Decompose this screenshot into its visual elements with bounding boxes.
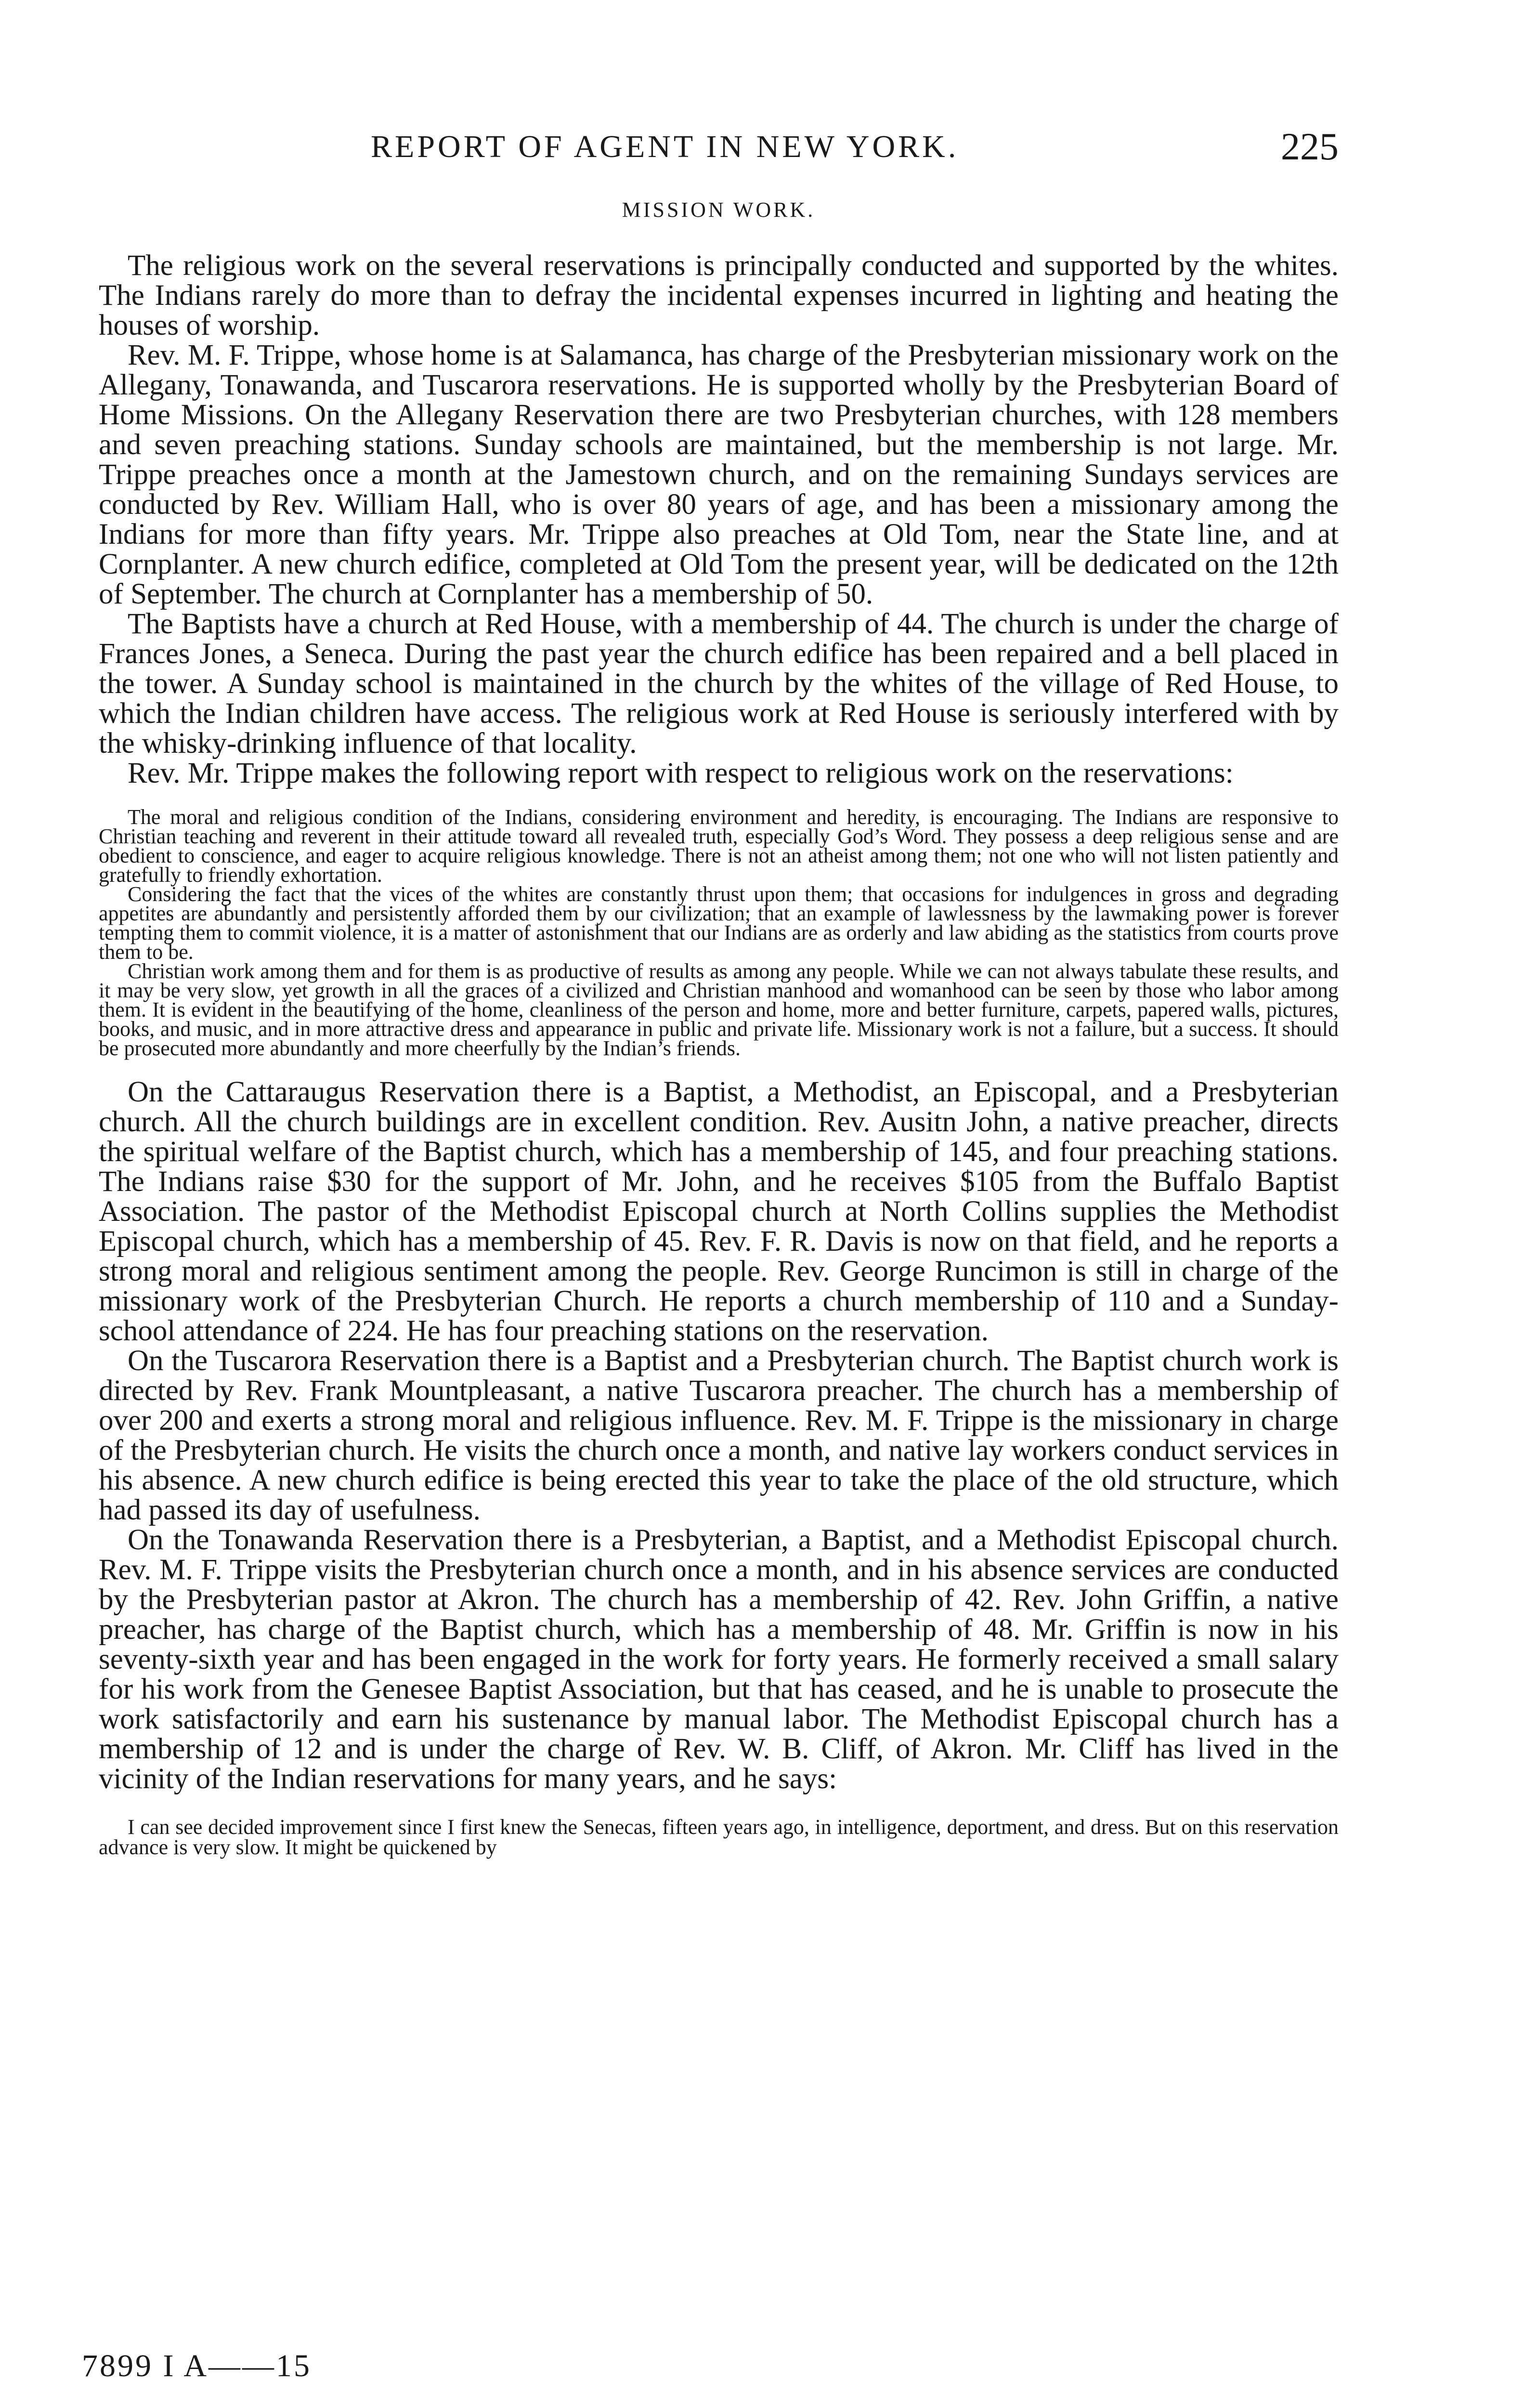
body-text-1 xyxy=(99,251,1339,788)
running-head xyxy=(99,120,1339,173)
block-quote-2 xyxy=(99,1817,1339,1858)
paragraph: Rev. Mr. Trippe makes the following report with respect to religious work on the reservations: xyxy=(128,757,1234,789)
paragraph: On the Cattaraugus Reservation there is a Baptist, a Methodist, an Episcopal, and a Presbyterian church. All the church buildings are in excellent condition. Rev. Ausitn John, a native preacher, directs the spiritual welfare of the Baptist church, which has a membership of 145, and four preaching stations. The Indians raise $30 for the support of Mr. John, and he receives $105 from the Buffalo Baptist Association. The pastor of the Methodist Episcopal church at North Collins supplies the Methodist Episcopal church, which has a membership of 45. Rev. F. R. Davis is now on that field, and he reports a strong moral and religious sentiment among the people. Rev. George Runcimon is still in charge of the missionary work of the Presbyterian Church. He reports a church membership of 110 and a Sunday-school attendance of 224. He has four preaching stations on the reservation. xyxy=(99,1076,1339,1347)
quote-paragraph: I can see decided improvement since I first knew the Senecas, fifteen years ago, in intelligence, deportment, and dress. But on this reservation advance is very slow. It might be quickened by xyxy=(99,1815,1339,1859)
page-number: 225 xyxy=(1281,126,1339,168)
running-title: REPORT OF AGENT IN NEW YORK. xyxy=(371,129,959,164)
paragraph: The Baptists have a church at Red House, with a membership of 44. The church is under the charge of Frances Jones, a Seneca. During the past year the church edifice has been repaired and a bell placed in the tower. A Sunday school is maintained in the church by the whites of the village of Red House, to which the Indian children have access. The religious work at Red House is seriously interfered with by the whisky-drinking influence of that locality. xyxy=(99,608,1339,759)
quote-paragraph: The moral and religious condition of the Indians, considering environment and heredity, is encouraging. The Indians are responsive to Christian teaching and reverent in their attitude toward all revealed truth, especially God’s Word. They possess a deep religious sense and are obedient to conscience, and eager to acquire religious knowledge. There is not an atheist among them; not one who will not listen patiently and gratefully to friendly exhortation. xyxy=(99,805,1339,887)
page xyxy=(99,120,1339,2408)
paragraph: Rev. M. F. Trippe, whose home is at Salamanca, has charge of the Presbyterian missionary work on the Allegany, Tonawanda, and Tuscarora reservations. He is supported wholly by the Presbyterian Board of Home Missions. On the Allegany Reservation there are two Presbyterian churches, with 128 members and seven preaching stations. Sunday schools are maintained, but the membership is not large. Mr. Trippe preaches once a month at the Jamestown church, and on the remaining Sundays services are conducted by Rev. William Hall, who is over 80 years of age, and has been a missionary among the Indians for more than fifty years. Mr. Trippe also preaches at Old Tom, near the State line, and at Cornplanter. A new church edifice, completed at Old Tom the present year, will be dedicated on the 12th of September. The church at Cornplanter has a membership of 50. xyxy=(99,339,1339,610)
paragraph: The religious work on the several reservations is principally conducted and supported by the whites. The Indians rarely do more than to defray the incidental expenses incurred in lighting and heating the houses of worship. xyxy=(99,249,1339,341)
block-quote-1 xyxy=(99,805,1339,1060)
quote-paragraph: Considering the fact that the vices of the whites are constantly thrust upon them; that occasions for indulgences in gross and degrading appetites are abundantly and persistently afforded them by our civilization; that an example of lawlessness by the lawmaking power is forever tempting them to commit violence, it is a matter of astonishment that our Indians are as orderly and law abiding as the statistics from courts prove them to be. xyxy=(99,882,1339,964)
paragraph: On the Tonawanda Reservation there is a Presbyterian, a Baptist, and a Methodist Episcopal church. Rev. M. F. Trippe visits the Presbyterian church once a month, and in his absence services are conducted by the Presbyterian pastor at Akron. The church has a membership of 42. Rev. John Griffin, a native preacher, has charge of the Baptist church, which has a membership of 48. Mr. Griffin is now in his seventy-sixth year and has been engaged in the work for forty years. He formerly received a small salary for his work from the Genesee Baptist Association, but that has ceased, and he is unable to prosecute the work satisfactorily and earn his sustenance by manual labor. The Methodist Episcopal church has a membership of 12 and is under the charge of Rev. W. B. Cliff, of Akron. Mr. Cliff has lived in the vicinity of the Indian reservations for many years, and he says: xyxy=(99,1524,1339,1795)
quote-paragraph: Christian work among them and for them is as productive of results as among any people. While we can not always tabulate these results, and it may be very slow, yet growth in all the graces of a civilized and Christian manhood and womanhood can be seen by those who labor among them. It is evident in the beautifying of the home, cleanliness of the person and home, more and better furniture, carpets, papered walls, pictures, books, and music, and in more attractive dress and appearance in public and private life. Missionary work is not a failure, but a success. It should be prosecuted more abundantly and more cheerfully by the Indian’s friends. xyxy=(99,959,1339,1060)
printer-signature: 7899 I A——15 xyxy=(82,2348,312,2383)
body-text-2 xyxy=(99,1077,1339,1794)
section-title: MISSION WORK. xyxy=(622,198,816,222)
paragraph: On the Tuscarora Reservation there is a Baptist and a Presbyterian church. The Baptist church work is directed by Rev. Frank Mountpleasant, a native Tuscarora preacher. The church has a membership of over 200 and exerts a strong moral and religious influence. Rev. M. F. Trippe is the missionary in charge of the Presbyterian church. He visits the church once a month, and native lay workers conduct services in his absence. A new church edifice is being erected this year to take the place of the old structure, which had passed its day of usefulness. xyxy=(99,1345,1339,1526)
